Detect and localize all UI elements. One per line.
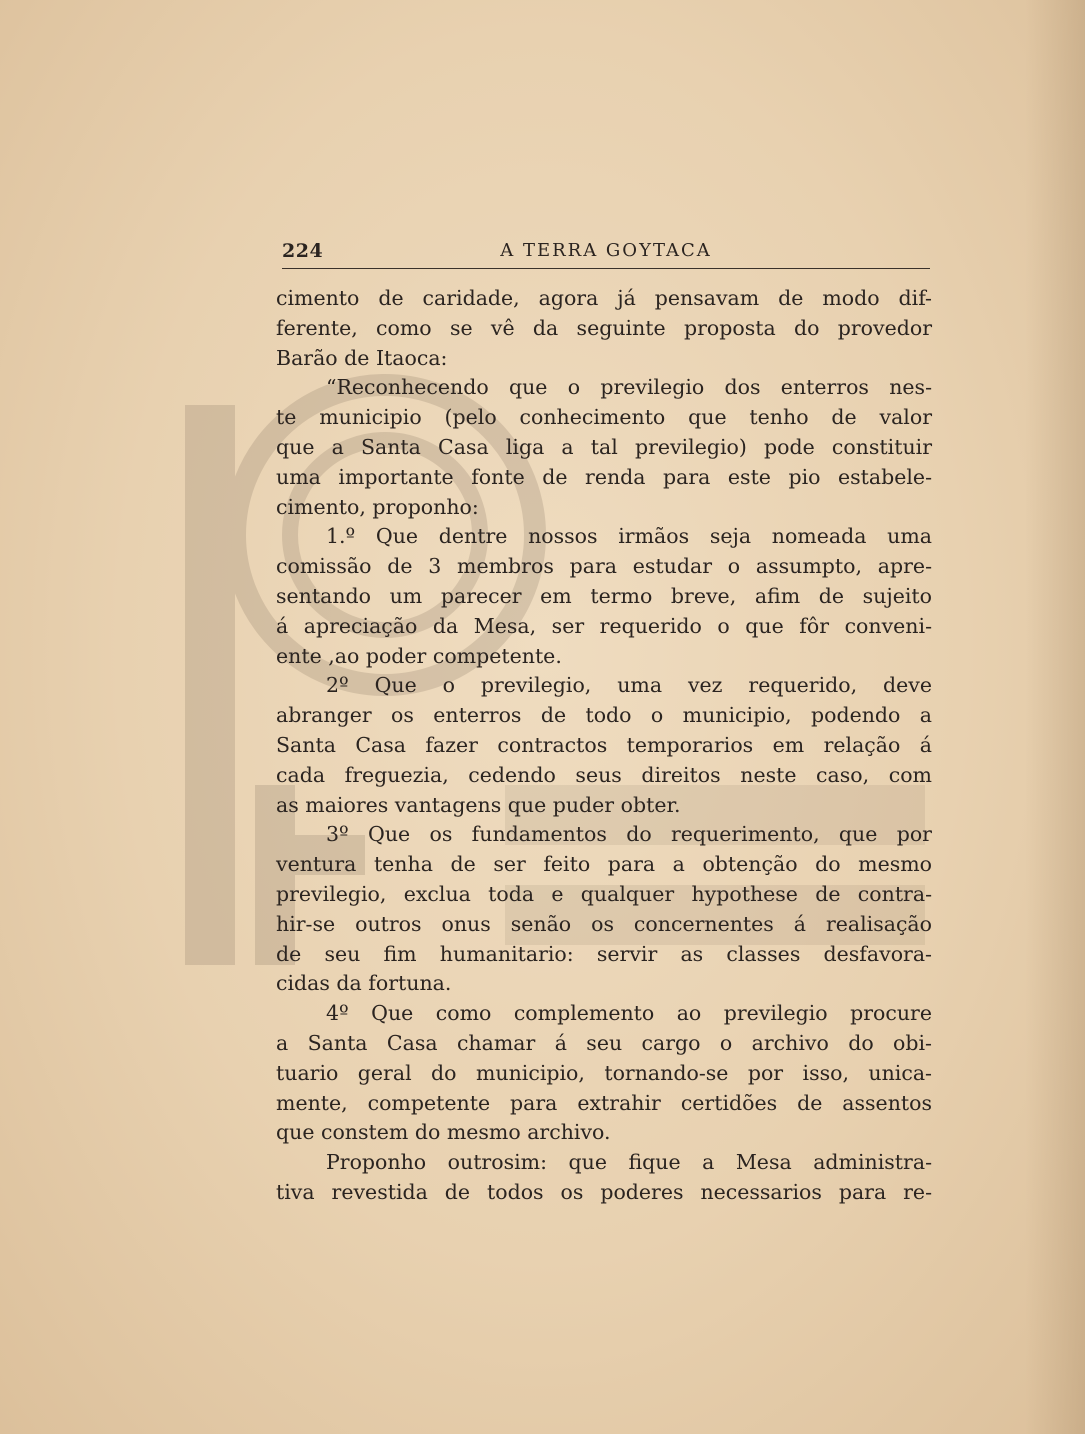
- text-line: ente ,ao poder competente.: [276, 643, 562, 668]
- text-line: 2º Que o previlegio, uma vez requerido, deve: [326, 673, 932, 698]
- text-line: Proponho outrosim: que fique a Mesa administra-: [326, 1150, 932, 1175]
- text-line: que constem do mesmo archivo.: [276, 1120, 611, 1145]
- running-header: [282, 238, 930, 269]
- text-line: comissão de 3 membros para estudar o assumpto, apre-: [276, 554, 932, 579]
- text-line: á apreciação da Mesa, ser requerido o que fôr conveni-: [276, 613, 932, 638]
- text-line: 3º Que os fundamentos do requerimento, que por: [326, 822, 932, 847]
- text-line: te municipio (pelo conhecimento que tenho de valor: [276, 405, 932, 430]
- text-line: cidas da fortuna.: [276, 971, 452, 996]
- text-line: cimento de caridade, agora já pensavam de modo dif-: [276, 286, 932, 310]
- text-line: 1.º Que dentre nossos irmãos seja nomeada uma: [326, 524, 932, 549]
- text-line: tiva revestida de todos os poderes necessarios para re-: [276, 1179, 932, 1204]
- text-line: abranger os enterros de todo o municipio, podendo a: [276, 703, 932, 728]
- text-line: a Santa Casa chamar á seu cargo o archivo do obi-: [276, 1030, 932, 1055]
- text-line: que a Santa Casa liga a tal previlegio) pode constituir: [276, 434, 932, 459]
- body-text: [276, 284, 932, 1208]
- page-number: 224: [282, 240, 324, 262]
- text-line: Barão de Itaoca:: [276, 345, 448, 370]
- text-line: tuario geral do municipio, tornando-se por isso, unica-: [276, 1060, 932, 1085]
- text-line: cada freguezia, cedendo seus direitos neste caso, com: [276, 762, 932, 787]
- text-line: previlegio, exclua toda e qualquer hypothese de contra-: [276, 881, 932, 906]
- text-line: de seu fim humanitario: servir as classes desfavora-: [276, 941, 932, 966]
- text-line: hir-se outros onus senão os concernentes á realisação: [276, 911, 932, 936]
- text-line: as maiores vantagens que puder obter.: [276, 792, 681, 817]
- page-edge-shadow: [1025, 0, 1085, 1434]
- text-line: “Reconhecendo que o previlegio dos enterros nes-: [326, 375, 932, 400]
- text-line: cimento, proponho:: [276, 494, 479, 519]
- text-line: Santa Casa fazer contractos temporarios em relação á: [276, 732, 932, 757]
- text-line: 4º Que como complemento ao previlegio procure: [326, 1001, 932, 1026]
- text-line: sentando um parecer em termo breve, afim de sujeito: [276, 583, 932, 608]
- running-title: A TERRA GOYTACA: [500, 240, 712, 261]
- text-line: mente, competente para extrahir certidões de assentos: [276, 1090, 932, 1115]
- text-line: uma importante fonte de renda para este pio estabele-: [276, 464, 932, 489]
- text-line: ferente, como se vê da seguinte proposta do provedor: [276, 315, 932, 340]
- text-line: ventura tenha de ser feito para a obtenção do mesmo: [276, 852, 932, 877]
